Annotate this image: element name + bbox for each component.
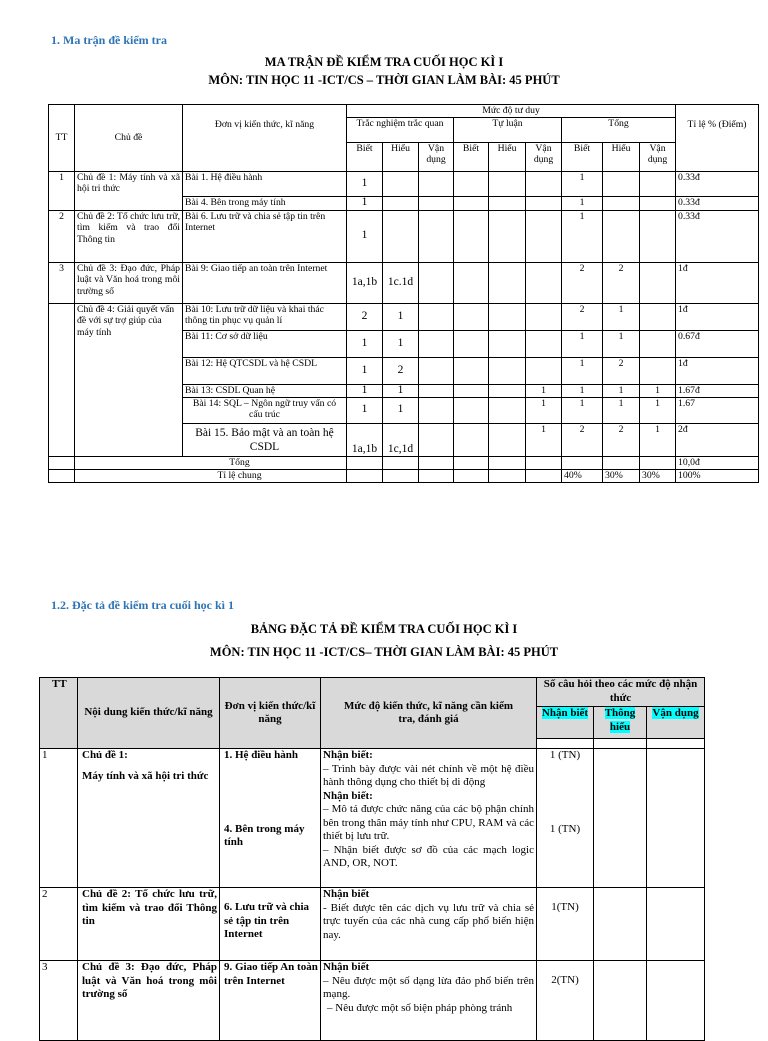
cell [489,262,526,303]
spec-row-desc [321,749,537,888]
cell [347,456,383,469]
nhan-biet-heading: Nhận biết [323,961,370,973]
cell [419,262,454,303]
count-value: 1 (TN) [549,749,581,761]
spec-header-content: Nội dung kiến thức/kĩ năng [78,678,220,749]
cell [454,330,489,357]
row-unit: Bài 15. Bảo mật và an toàn hệ CSDL [183,423,347,456]
cell: 2 [383,357,419,384]
topic-line: Chủ đề 1: [82,749,128,761]
spec-row-topic: Chủ đề 3: Đạo đức, Pháp luật và Văn hoá trong môi trường số [78,961,220,1041]
spec-row-unit [220,749,321,888]
cell [454,357,489,384]
cell [489,397,526,423]
cell: 2 [347,303,383,330]
cell: 1 [562,171,603,196]
cell [603,456,640,469]
cell: 1 [603,397,640,423]
cell: 1 [347,171,383,196]
spec-row-tt: 1 [40,749,78,888]
cell: 2 [562,262,603,303]
cell [526,303,562,330]
cell [454,210,489,262]
cell [489,171,526,196]
spec-row-vd [647,749,705,888]
cell [603,196,640,210]
row-tt: 1 [49,171,75,210]
cell: 1 [347,357,383,384]
cell: 1 [526,397,562,423]
cell [489,196,526,210]
cell: 2 [562,303,603,330]
cell [419,357,454,384]
cell: 2 [562,423,603,456]
nhan-biet-heading: Nhận biết [323,888,370,900]
header-mcq: Trắc nghiệm trắc quan [347,117,454,142]
spec-row-tt: 2 [40,888,78,961]
cell [454,303,489,330]
header-total: Tổng [562,117,676,142]
cell [419,469,454,482]
spec-subtitle: MÔN: TIN HỌC 11 -ICT/CS– THỜI GIAN LÀM BÀI: 45 PHÚT [209,645,559,659]
cell [383,196,419,210]
cell [526,171,562,196]
cell [454,171,489,196]
ratio-row [49,469,759,482]
section-heading-spec: 1.2. Đặc tả đề kiểm tra cuối học kì 1 [51,598,234,612]
row-unit: Bài 4. Bên trong máy tính [183,196,347,210]
count-value: 1 (TN) [549,822,581,835]
header-vandung: Vận dụng [419,142,454,171]
matrix-subtitle: MÔN: TIN HỌC 11 -ICT/CS – THỜI GIAN LÀM BÀI: 45 PHÚT [208,73,560,87]
cell: 1 [603,303,640,330]
cell: 1c.1d [383,262,419,303]
cell [489,384,526,397]
cell: 1a,1b [347,262,383,303]
header-biet: Biết [454,142,489,171]
cell-ratio: 0.33đ [676,210,759,262]
cell: 1 [640,423,676,456]
cell: 1 [383,384,419,397]
row-unit: Bài 14: SQL – Ngôn ngữ truy vấn có cấu trúc [183,397,347,423]
spec-header-th [594,707,647,739]
ratio-vandung: 30% [640,469,676,482]
table-row [49,171,759,196]
cell [489,456,526,469]
cell: 1c,1d [383,423,419,456]
cell [526,357,562,384]
cell: 1 [603,384,640,397]
cell: 1 [347,196,383,210]
cell [640,456,676,469]
cell-ratio: 1đ [676,262,759,303]
row-topic: Chủ đề 2: Tổ chức lưu trữ, tìm kiếm và trao đổi Thông tin [75,210,183,262]
cell [419,303,454,330]
cell [489,423,526,456]
cell: 1 [526,384,562,397]
cell [603,210,640,262]
cell [419,330,454,357]
cell-ratio: 0.33đ [676,171,759,196]
spec-table [39,677,705,1041]
desc-line: – Nhận biết được sơ đồ của các mạch logic AND, OR, NOT. [323,843,534,869]
header-unit: Đơn vị kiến thức, kĩ năng [183,105,347,172]
ratio-biet: 40% [562,469,603,482]
desc-line: – Nêu được một số biện pháp phòng tránh [327,1001,513,1014]
cell: 2 [603,357,640,384]
cell: 1 [603,330,640,357]
cell [419,196,454,210]
table-row [40,961,705,1041]
cell: 1 [383,330,419,357]
topic-line: Máy tính và xã hội tri thức [82,769,209,782]
exam-matrix-table [48,104,759,483]
cell [489,210,526,262]
thong-hieu-label: Thông hiểu [604,707,636,733]
header-hieu: Hiểu [383,142,419,171]
cell [640,196,676,210]
spec-row-vd [647,888,705,961]
desc-line: – Nêu được một số dạng lừa đảo phổ biến trên mạng. [323,974,534,1000]
row-unit: Bài 9: Giao tiếp an toàn trên Internet [183,262,347,303]
header-ratio: Tỉ lệ % (Điểm) [676,105,759,172]
cell: 1 [526,423,562,456]
cell [489,357,526,384]
cell [454,469,489,482]
cell: 1 [562,330,603,357]
cell [647,739,705,749]
cell: 1 [383,397,419,423]
spec-header-vd [647,707,705,739]
spec-header-unit: Đơn vị kiến thức/kĩ năng [220,678,321,749]
cell: 1 [640,397,676,423]
cell [454,262,489,303]
header-tt: TT [49,105,75,172]
spec-row-unit: 9. Giao tiếp An toàn trên Internet [220,961,321,1041]
nhan-biet-heading: Nhận biết: [323,749,373,761]
row-unit: Bài 12: Hệ QTCSDL và hệ CSDL [183,357,347,384]
table-row [49,303,759,330]
cell [454,397,489,423]
cell [537,739,594,749]
cell [419,384,454,397]
spec-row-topic: Chủ đề 2: Tổ chức lưu trữ, tìm kiếm và trao đổi Thông tin [78,888,220,961]
cell [419,423,454,456]
van-dung-label: Vận dụng [652,707,699,719]
spec-title: BẢNG ĐẶC TẢ ĐỀ KIỂM TRA CUỐI HỌC KÌ I [250,622,518,636]
row-topic: Chủ đề 3: Đạo đức, Pháp luật và Văn hoá trong môi trường số [75,262,183,303]
row-topic: Chủ đề 4: Giải quyết vấn đề với sự trợ giúp của máy tính [75,303,183,456]
cell [640,330,676,357]
cell [526,456,562,469]
table-row [40,749,705,888]
spec-header-count: Số câu hỏi theo các mức độ nhận thức [537,678,705,707]
spec-row-topic [78,749,220,888]
desc-line: – Mô tả được chức năng của các bộ phận chính bên trong thân máy tính như CPU, RAM và các thiết bị lưu trữ. [323,803,534,842]
cell [454,196,489,210]
unit-line: 4. Bên trong máy tính [224,822,305,848]
cell [603,171,640,196]
cell [419,210,454,262]
cell: 1 [640,384,676,397]
cell [383,210,419,262]
spec-row-th [594,749,647,888]
cell: 1 [562,210,603,262]
cell [526,330,562,357]
row-tt: 2 [49,210,75,262]
header-hieu: Hiểu [489,142,526,171]
nhan-biet-label: Nhận biết [541,707,589,719]
cell: 1 [562,397,603,423]
header-hieu: Hiểu [603,142,640,171]
cell-ratio: 0.67đ [676,330,759,357]
header-biet: Biết [562,142,603,171]
table-row [49,210,759,262]
cell [489,469,526,482]
cell: 1a,1b [347,423,383,456]
cell: 1 [347,330,383,357]
header-vandung: Vận dụng [526,142,562,171]
spec-row-nb [537,749,594,888]
cell [454,423,489,456]
cell: 1 [347,210,383,262]
nhan-biet-heading: Nhận biết: [323,789,373,802]
header-biet: Biết [347,142,383,171]
table-row [40,888,705,961]
cell [594,739,647,749]
cell: 1 [562,196,603,210]
spec-row-vd [647,961,705,1041]
spec-row-desc [321,888,537,961]
desc-line: – Trình bày được vài nét chính về một hệ điều hành thông dụng cho thiết bị di động [323,762,534,788]
cell [640,357,676,384]
header-topic: Chủ đề [75,105,183,172]
cell-ratio: 1.67đ [676,384,759,397]
cell-ratio: 1đ [676,357,759,384]
ratio-all: 100% [676,469,759,482]
cell: 1 [562,384,603,397]
row-topic: Chủ đề 1: Máy tính và xã hội tri thức [75,171,183,210]
ratio-hieu: 30% [603,469,640,482]
cell [640,210,676,262]
spec-row-nb: 1(TN) [537,888,594,961]
cell [526,469,562,482]
cell: 1 [383,303,419,330]
row-tt [49,303,75,456]
cell-ratio: 1đ [676,303,759,330]
spec-header-tt: TT [40,678,78,749]
total-value: 10,0đ [676,456,759,469]
cell [640,171,676,196]
cell [526,196,562,210]
cell [419,171,454,196]
cell [489,330,526,357]
cell: 2 [603,262,640,303]
cell [383,456,419,469]
row-unit: Bài 13: CSDL Quan hệ [183,384,347,397]
row-tt: 3 [49,262,75,303]
spec-row-th [594,888,647,961]
cell [562,456,603,469]
cell [526,210,562,262]
cell [383,469,419,482]
cell [419,456,454,469]
cell-ratio: 0.33đ [676,196,759,210]
cell [49,469,75,482]
cell [49,456,75,469]
header-level: Mức độ tư duy [347,105,676,118]
matrix-title: MA TRẬN ĐỀ KIỂM TRA CUỐI HỌC KÌ I [264,55,504,69]
cell [454,456,489,469]
row-unit: Bài 11: Cơ sở dữ liệu [183,330,347,357]
spec-row-unit: 6. Lưu trữ và chia sẻ tập tin trên Internet [220,888,321,961]
spec-row-desc [321,961,537,1041]
cell [640,303,676,330]
total-label: Tổng [75,456,347,469]
section-heading-matrix: 1. Ma trận đề kiểm tra [51,33,167,47]
cell [489,303,526,330]
cell: 2 [603,423,640,456]
row-unit: Bài 1. Hệ điều hành [183,171,347,196]
cell [454,384,489,397]
header-vandung: Vận dụng [640,142,676,171]
cell [526,262,562,303]
total-row [49,456,759,469]
row-unit: Bài 6. Lưu trữ và chia sẻ tập tin trên Internet [183,210,347,262]
header-essay: Tự luận [454,117,562,142]
spec-row-nb: 2(TN) [537,961,594,1041]
spec-row-tt: 3 [40,961,78,1041]
desc-line: - Biết được tên các dịch vụ lưu trữ và chia sẻ trực tuyến của các nhà cung cấp phổ biến hiện nay. [323,901,534,941]
cell [383,171,419,196]
cell: 1 [347,384,383,397]
spec-header-level: Mức độ kiến thức, kĩ năng cần kiểm tra, đánh giá [321,678,537,749]
table-row [49,262,759,303]
cell [419,397,454,423]
spec-header-nb [537,707,594,739]
cell [347,469,383,482]
spec-row-th [594,961,647,1041]
cell: 1 [562,357,603,384]
cell-ratio: 1.67 [676,397,759,423]
cell: 1 [347,397,383,423]
cell-ratio: 2đ [676,423,759,456]
cell [640,262,676,303]
row-unit: Bài 10: Lưu trữ dữ liệu và khai thác thông tin phục vụ quản lí [183,303,347,330]
ratio-label: Tỉ lệ chung [75,469,347,482]
unit-line: 1. Hệ điều hành [224,749,298,761]
